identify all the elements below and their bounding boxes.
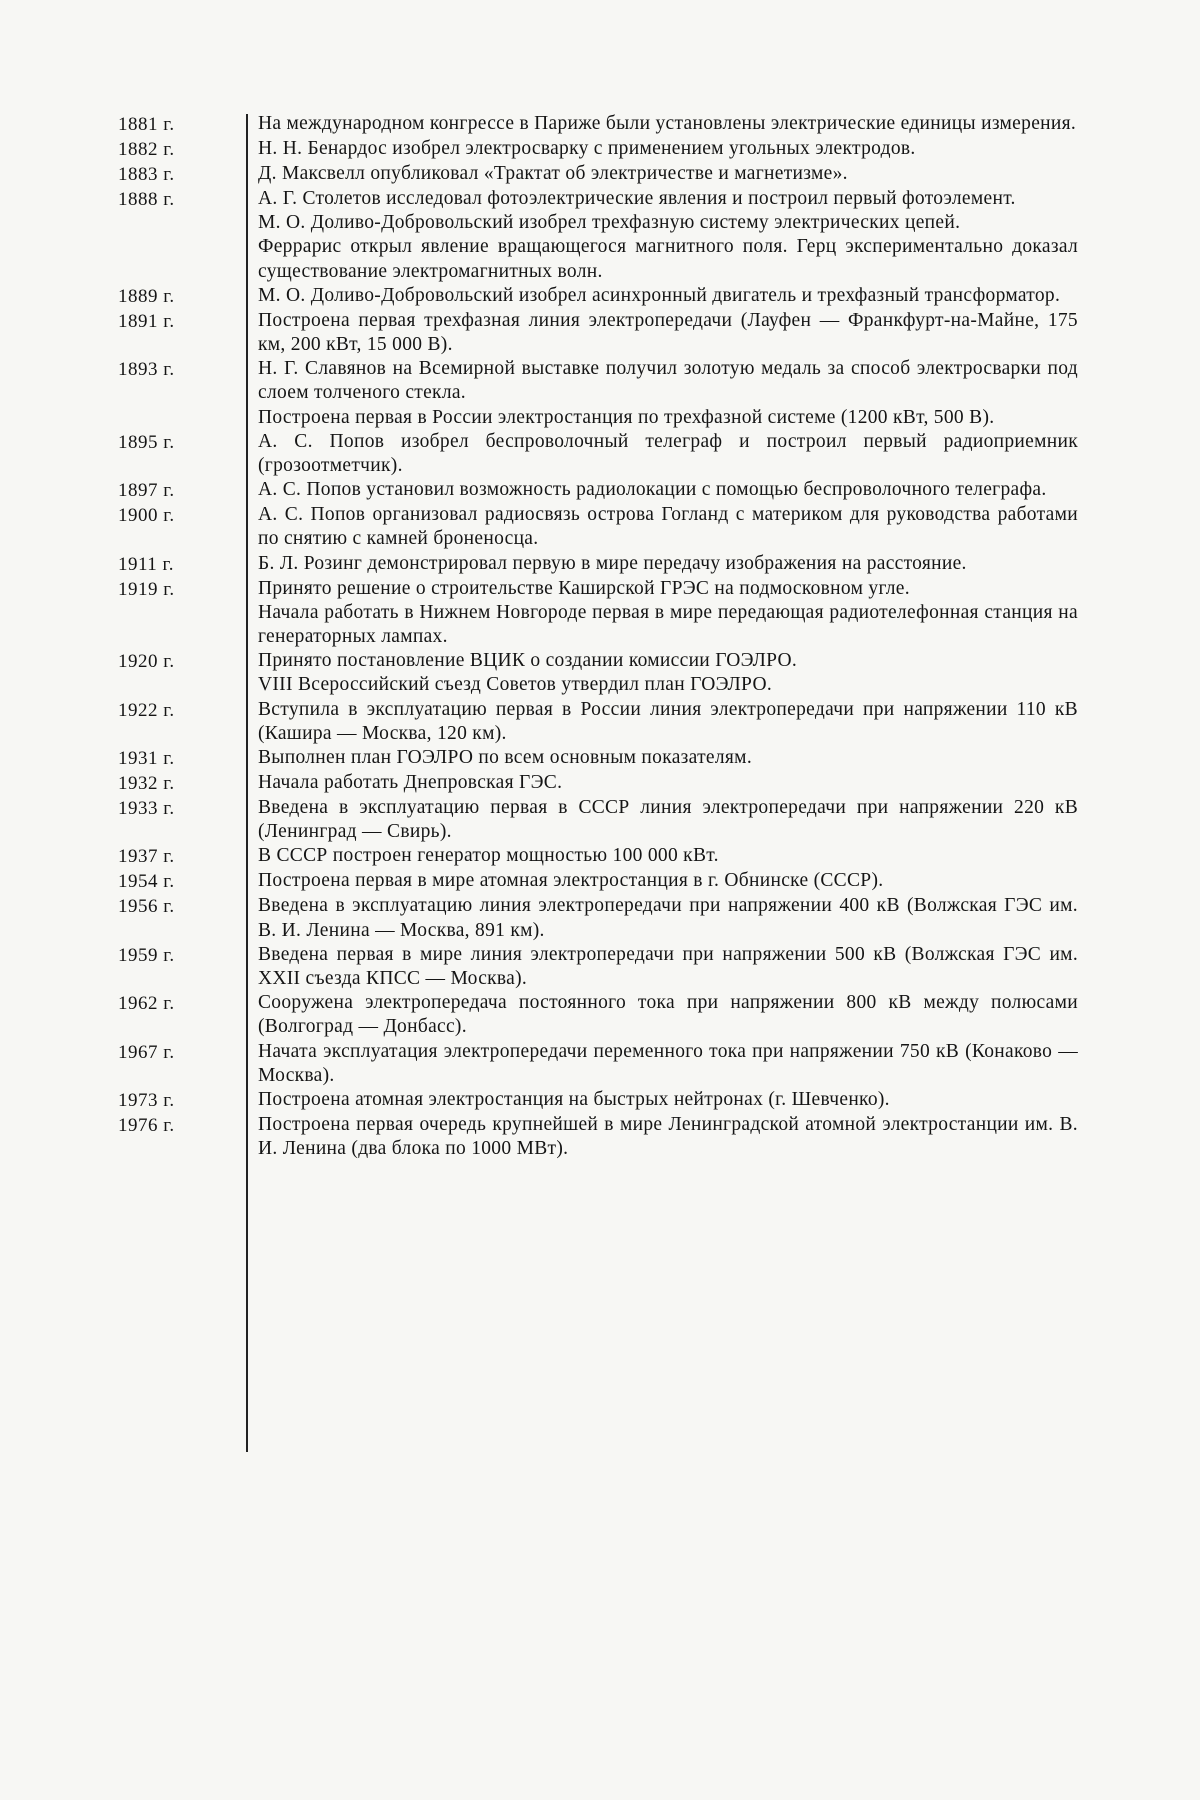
entry-year: 1882 г.: [118, 139, 175, 160]
entry-events: [258, 430, 1078, 478]
timeline-entry: [118, 844, 1078, 869]
entry-year: 1911 г.: [118, 553, 174, 575]
timeline-entry: [118, 991, 1078, 1039]
entry-year: 1956 г.: [118, 896, 175, 918]
entry-year: 1967 г.: [118, 1041, 175, 1063]
entry-year: 1895 г.: [118, 431, 175, 453]
timeline-entry: [118, 577, 1078, 650]
timeline-divider-line: [246, 114, 248, 1452]
timeline-entry: [118, 430, 1078, 478]
entry-events: [258, 796, 1078, 844]
event-text: Начала работать Днепровская ГЭС.: [258, 772, 563, 794]
entry-events: [258, 1088, 1078, 1112]
entry-year: 1922 г.: [118, 699, 175, 721]
entry-events: [258, 649, 1078, 697]
entry-events: [258, 478, 1078, 502]
entry-year: 1962 г.: [118, 993, 175, 1015]
entry-year: 1891 г.: [118, 310, 175, 332]
event-text: В СССР построен генератор мощностью 100 000 кВт.: [258, 845, 719, 867]
event-text: Построена первая в России электростанция по трехфазной системе (1200 кВт, 500 В).: [258, 406, 995, 428]
timeline-entry: [118, 112, 1078, 137]
entry-year: 1937 г.: [118, 846, 175, 868]
entry-events: [258, 309, 1078, 357]
entry-year: 1976 г.: [118, 1115, 175, 1137]
entry-events: [258, 552, 1078, 576]
event-text: Д. Максвелл опубликовал «Трактат об электричестве и магнетизме».: [258, 163, 848, 184]
event-text: Н. Г. Славянов на Всемирной выставке получил золотую медаль за способ электросварки под слоем толченого стекла.: [258, 358, 1078, 404]
entry-year: 1920 г.: [118, 651, 175, 673]
timeline-entry: [118, 1113, 1078, 1161]
entry-year: 1954 г.: [118, 871, 175, 893]
event-text: М. О. Доливо-Добровольский изобрел трехфазную систему электрических цепей.: [258, 212, 961, 234]
event-text: Принято постановление ВЦИК о создании комиссии ГОЭЛРО.: [258, 650, 798, 672]
entry-events: [258, 137, 1078, 161]
timeline-entry: [118, 478, 1078, 503]
event-text: Н. Н. Бенардос изобрел электросварку с применением угольных электродов.: [258, 138, 916, 159]
event-text: Сооружена электропередача постоянного тока при напряжении 800 кВ между полюсами (Волгоград — Донбасс).: [258, 992, 1078, 1038]
entry-year: 1883 г.: [118, 164, 175, 185]
event-text: А. С. Попов изобрел беспроволочный телеграф и построил первый радиоприемник (грозоотметчик).: [258, 430, 1078, 477]
entry-events: [258, 698, 1078, 746]
timeline-entry: [118, 1088, 1078, 1113]
entry-year: 1889 г.: [118, 285, 175, 307]
entry-year: 1900 г.: [118, 505, 175, 527]
event-text: VIII Всероссийский съезд Советов утвердил план ГОЭЛРО.: [258, 674, 773, 696]
entry-year: 1959 г.: [118, 944, 175, 966]
entry-events: [258, 991, 1078, 1039]
entry-year: 1881 г.: [118, 114, 175, 135]
entry-events: [258, 112, 1078, 136]
event-text: Введена в эксплуатацию первая в СССР линия электропередачи при напряжении 220 кВ (Ленинград — Свирь).: [258, 797, 1078, 843]
timeline-entry: [118, 649, 1078, 697]
event-text: Введена в эксплуатацию линия электропередачи при напряжении 400 кВ (Волжская ГЭС им. В. И. Ленина — Москва, 891 км).: [258, 895, 1078, 941]
timeline-entry: [118, 943, 1078, 991]
entry-events: [258, 503, 1078, 551]
event-text: Построена первая трехфазная линия электропередачи (Лауфен — Франкфурт-на-Майне, 175 км, 200 кВт, 15 000 В).: [258, 309, 1078, 356]
event-text: Построена первая в мире атомная электростанция в г. Обнинске (СССР).: [258, 870, 884, 892]
timeline-entry: [118, 869, 1078, 894]
event-text: Начала работать в Нижнем Новгороде первая в мире передающая радиотелефонная станция на генераторных лампах.: [258, 601, 1078, 648]
event-text: А. С. Попов организовал радиосвязь острова Гогланд с материком для руководства работами по снятию с камней броненосца.: [258, 504, 1078, 550]
entry-events: [258, 844, 1078, 868]
entry-year: 1973 г.: [118, 1090, 175, 1112]
event-text: Введена первая в мире линия электропередачи при напряжении 500 кВ (Волжская ГЭС им. XXII съезда КПСС — Москва).: [258, 943, 1078, 990]
entry-year: 1897 г.: [118, 480, 175, 502]
event-text: Б. Л. Розинг демонстрировал первую в мире передачу изображения на расстояние.: [258, 552, 967, 574]
entry-events: [258, 1113, 1078, 1161]
timeline-entry: [118, 503, 1078, 551]
timeline-entry: [118, 284, 1078, 309]
timeline-entry: [118, 309, 1078, 357]
event-text: А. Г. Столетов исследовал фотоэлектрические явления и построил первый фотоэлемент.: [258, 188, 1016, 209]
entry-year: 1931 г.: [118, 748, 175, 770]
event-text: М. О. Доливо-Добровольский изобрел асинхронный двигатель и трехфазный трансформатор.: [258, 284, 1061, 306]
entry-events: [258, 187, 1078, 284]
event-text: Начата эксплуатация электропередачи переменного тока при напряжении 750 кВ (Конаково — Москва).: [258, 1040, 1078, 1086]
entry-year: 1893 г.: [118, 359, 175, 381]
entry-year: 1932 г.: [118, 773, 175, 795]
timeline-entry: [118, 357, 1078, 430]
entry-events: [258, 771, 1078, 795]
event-text: А. С. Попов установил возможность радиолокации с помощью беспроволочного телеграфа.: [258, 479, 1047, 501]
event-text: Построена атомная электростанция на быстрых нейтронах (г. Шевченко).: [258, 1089, 890, 1111]
timeline-entry: [118, 1040, 1078, 1088]
entry-events: [258, 943, 1078, 991]
event-text: Принято решение о строительстве Каширской ГРЭС на подмосковном угле.: [258, 577, 910, 599]
entry-events: [258, 1040, 1078, 1088]
entry-events: [258, 894, 1078, 942]
entry-events: [258, 577, 1078, 650]
entry-events: [258, 869, 1078, 893]
event-text: Вступила в эксплуатацию первая в России линия электропередачи при напряжении 110 кВ (Кашира — Москва, 120 км).: [258, 698, 1078, 744]
event-text: На международном конгрессе в Париже были установлены электрические единицы измерения.: [258, 113, 1077, 134]
event-text: Построена первая очередь крупнейшей в мире Ленинградской атомной электростанции им. В. И. Ленина (два блока по 1000 МВт).: [258, 1114, 1078, 1160]
event-text: Феррарис открыл явление вращающегося магнитного поля. Герц экспериментально доказал существование электромагнитных волн.: [258, 236, 1078, 282]
entry-events: [258, 284, 1078, 308]
entry-events: [258, 357, 1078, 430]
entry-year: 1919 г.: [118, 578, 175, 600]
entry-events: [258, 746, 1078, 770]
entry-year: 1933 г.: [118, 798, 175, 820]
timeline-entry: [118, 771, 1078, 796]
timeline-entry: [118, 746, 1078, 771]
event-text: Выполнен план ГОЭЛРО по всем основным показателям.: [258, 747, 752, 769]
timeline-entry: [118, 137, 1078, 162]
timeline-entry: [118, 698, 1078, 746]
timeline-entry: [118, 894, 1078, 942]
timeline-entry: [118, 796, 1078, 844]
entry-year: 1888 г.: [118, 189, 175, 210]
chronology-timeline: [118, 112, 1078, 1162]
timeline-entry: [118, 552, 1078, 577]
timeline-entry: [118, 162, 1078, 187]
entry-events: [258, 162, 1078, 186]
timeline-entry: [118, 187, 1078, 284]
